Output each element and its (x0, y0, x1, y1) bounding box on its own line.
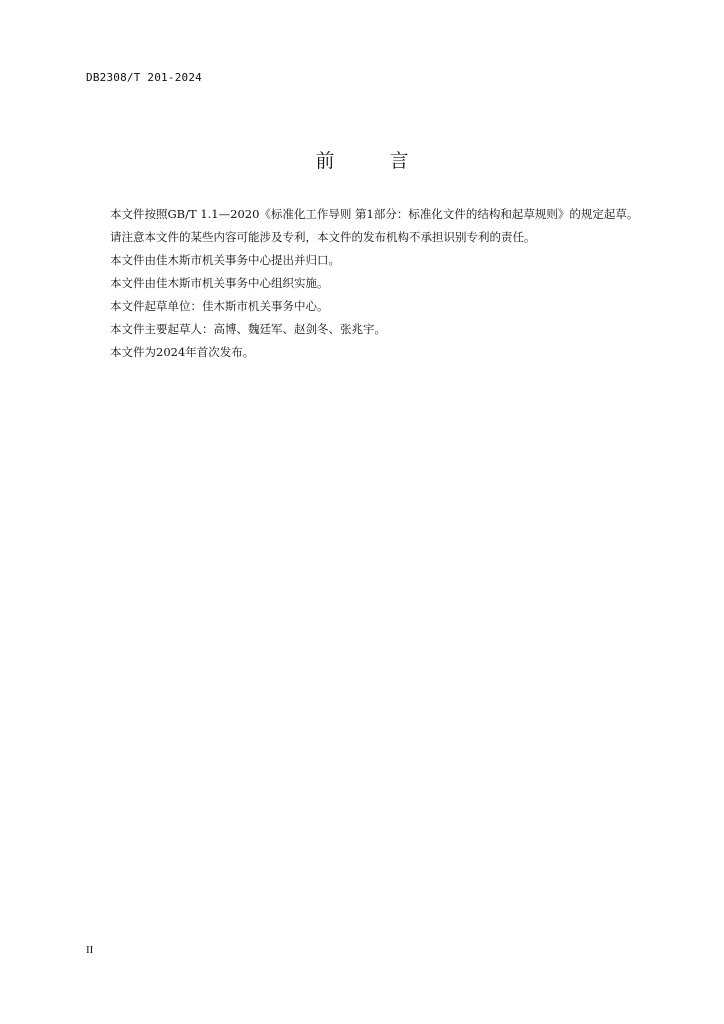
page-number: II (86, 944, 94, 956)
paragraph-patent-notice: 请注意本文件的某些内容可能涉及专利，本文件的发布机构不承担识别专利的责任。 (110, 230, 536, 244)
standard-code: DB2308/T 201-2024 (86, 71, 202, 84)
paragraph-implementer: 本文件由佳木斯市机关事务中心组织实施。 (110, 276, 329, 290)
paragraph-drafting-unit: 本文件起草单位：佳木斯市机关事务中心。 (110, 299, 329, 313)
foreword-body (86, 203, 664, 364)
page-title: 前 言 (315, 150, 427, 172)
paragraph-drafters: 本文件主要起草人：高博、魏廷军、赵剑冬、张兆宇。 (110, 322, 386, 336)
paragraph-first-release: 本文件为2024年首次发布。 (110, 345, 255, 359)
paragraph-drafting-rules: 本文件按照GB/T 1.1—2020《标准化工作导则 第1部分：标准化文件的结构和起草规则》的规定起草。 (110, 207, 639, 221)
paragraph-proposer: 本文件由佳木斯市机关事务中心提出并归口。 (110, 253, 340, 267)
